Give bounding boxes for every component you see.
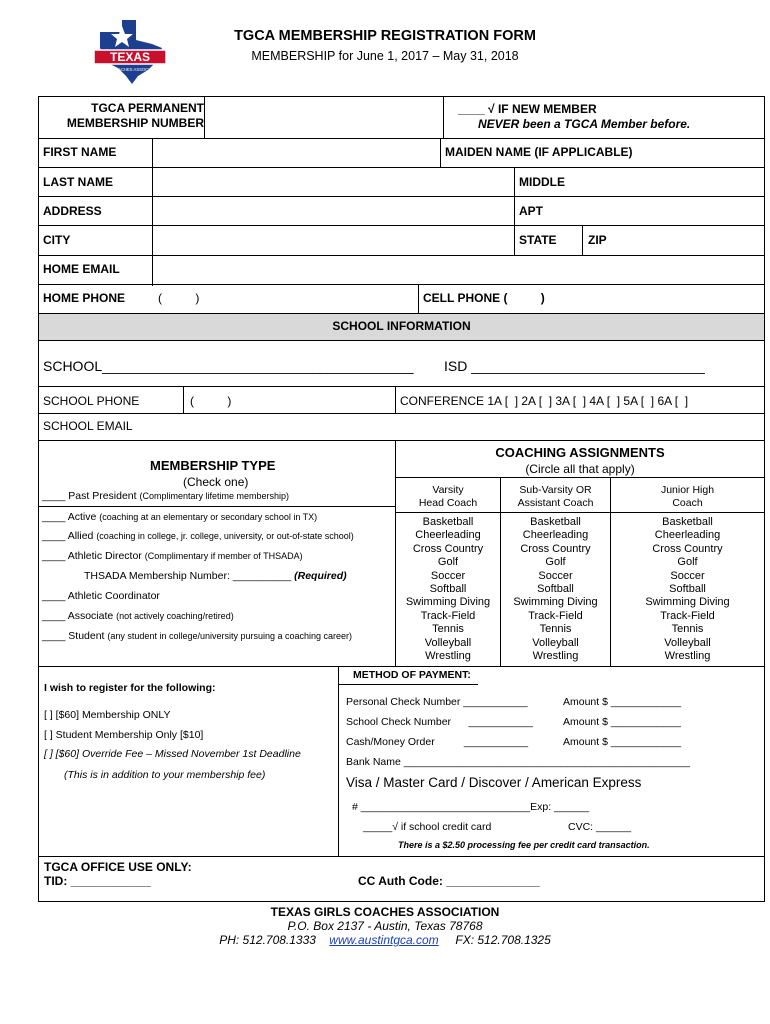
- sport-item[interactable]: Basketball: [662, 516, 713, 528]
- cell-phone-field[interactable]: CELL PHONE ( ): [423, 291, 545, 305]
- subvarsity-sports-list: [501, 516, 610, 663]
- sport-item[interactable]: Swimming Diving: [645, 596, 730, 609]
- home-phone-label: HOME PHONE: [43, 291, 126, 305]
- sport-item[interactable]: Cross Country: [520, 542, 591, 555]
- first-name-label: FIRST NAME: [43, 145, 117, 159]
- payment-title: METHOD OF PAYMENT:: [353, 669, 471, 681]
- sport-item[interactable]: Basketball: [422, 516, 474, 528]
- apt-label: APT: [519, 204, 543, 218]
- isd-field[interactable]: ISD ______________________________: [444, 358, 705, 374]
- school-amount-field[interactable]: Amount $ ____________: [563, 716, 681, 728]
- form-subtitle: MEMBERSHIP for June 1, 2017 – May 31, 2018: [251, 49, 519, 63]
- sport-item[interactable]: Softball: [669, 583, 706, 596]
- footer-address: P.O. Box 2137 - Austin, Texas 78768: [287, 919, 483, 933]
- sport-item[interactable]: Wrestling: [425, 650, 471, 663]
- cash-field[interactable]: Cash/Money Order ___________: [346, 736, 529, 748]
- school-check-field[interactable]: School Check Number ___________: [346, 716, 533, 728]
- tgca-logo: [92, 18, 168, 86]
- athletic-director-option[interactable]: ____ Athletic Director (Complimentary if member of THSADA): [42, 550, 303, 562]
- sport-item[interactable]: Cross Country: [652, 542, 723, 555]
- sport-item[interactable]: Soccer: [670, 569, 705, 582]
- school-info-title: SCHOOL INFORMATION: [332, 319, 471, 333]
- office-use-title: TGCA OFFICE USE ONLY:: [44, 860, 192, 874]
- sport-item[interactable]: Volleyball: [532, 636, 579, 649]
- school-field[interactable]: SCHOOL________________________________________: [43, 358, 414, 374]
- register-membership-only[interactable]: [ ] [$60] Membership ONLY: [44, 709, 171, 721]
- perm-number-label: TGCA PERMANENT MEMBERSHIP NUMBER: [66, 101, 204, 130]
- past-president-option[interactable]: ____ Past President (Complimentary lifetime membership): [42, 490, 290, 502]
- personal-check-field[interactable]: Personal Check Number ___________: [346, 696, 528, 708]
- sport-item[interactable]: Golf: [677, 556, 698, 569]
- personal-amount-field[interactable]: Amount $ ____________: [563, 696, 681, 708]
- cvc-field[interactable]: CVC: ______: [568, 821, 632, 833]
- sport-item[interactable]: Cheerleading: [654, 529, 721, 542]
- athletic-coordinator-option[interactable]: ____ Athletic Coordinator: [42, 590, 160, 602]
- sport-item[interactable]: Cheerleading: [415, 529, 481, 542]
- footer-org: TEXAS GIRLS COACHES ASSOCIATION: [270, 905, 500, 919]
- cc-auth-field[interactable]: CC Auth Code: ______________: [358, 874, 540, 888]
- tid-field[interactable]: TID: ____________: [44, 874, 151, 888]
- school-email-label: SCHOOL EMAIL: [43, 419, 133, 433]
- zip-label: ZIP: [588, 233, 607, 247]
- sport-item[interactable]: Tennis: [539, 623, 572, 636]
- svg-text:GIRLS COACHES ASSOCIATION: GIRLS COACHES ASSOCIATION: [98, 67, 162, 72]
- sport-item[interactable]: Wrestling: [532, 650, 579, 663]
- maiden-name-label: MAIDEN NAME (IF APPLICABLE): [445, 145, 633, 159]
- sport-item[interactable]: Golf: [437, 556, 459, 569]
- sport-item[interactable]: Wrestling: [664, 650, 711, 663]
- form-title: TGCA MEMBERSHIP REGISTRATION FORM: [234, 28, 536, 44]
- svg-text:TEXAS: TEXAS: [109, 50, 151, 64]
- conference-field[interactable]: CONFERENCE 1A [ ] 2A [ ] 3A [ ] 4A [ ] 5A [ ] 6A [ ]: [400, 394, 689, 408]
- sport-item[interactable]: Tennis: [671, 623, 704, 636]
- home-phone-field[interactable]: ( ): [158, 291, 200, 305]
- card-number-field[interactable]: # _____________________________Exp: ______: [352, 801, 590, 813]
- city-label: CITY: [43, 233, 71, 247]
- register-override-note: (This is in addition to your membership fee): [64, 769, 266, 781]
- address-label: ADDRESS: [43, 204, 102, 218]
- new-member-check[interactable]: ____ √ IF NEW MEMBER: [458, 102, 597, 116]
- processing-fee-note: There is a $2.50 processing fee per credit card transaction.: [398, 840, 650, 850]
- sport-item[interactable]: Basketball: [530, 516, 581, 528]
- bank-name-field[interactable]: Bank Name _________________________________________________: [346, 756, 690, 768]
- sport-item[interactable]: Soccer: [430, 569, 466, 582]
- junior-high-sports-list: [611, 516, 764, 663]
- col-subvarsity-head: Sub-Varsity OR Assistant Coach: [517, 484, 594, 509]
- footer-contact: [0, 933, 770, 947]
- sport-item[interactable]: Swimming Diving: [405, 596, 491, 609]
- coaching-title: COACHING ASSIGNMENTS: [495, 445, 665, 460]
- sport-item[interactable]: Track-Field: [420, 609, 476, 622]
- associate-option[interactable]: ____ Associate (not actively coaching/retired): [42, 610, 234, 622]
- card-types: Visa / Master Card / Discover / American Express: [346, 775, 642, 790]
- footer-phone: PH: 512.708.1333: [219, 933, 316, 947]
- sport-item[interactable]: Soccer: [538, 569, 573, 582]
- coaching-circle-note: (Circle all that apply): [525, 462, 635, 476]
- varsity-sports-list: [396, 516, 500, 663]
- school-phone-label: SCHOOL PHONE: [43, 394, 140, 408]
- sport-item[interactable]: Track-Field: [660, 609, 715, 622]
- middle-label: MIDDLE: [519, 175, 565, 189]
- school-credit-check[interactable]: _____√ if school credit card: [363, 821, 492, 833]
- last-name-label: LAST NAME: [43, 175, 113, 189]
- col-junior-high-head: Junior High Coach: [660, 484, 715, 509]
- sport-item[interactable]: Softball: [429, 583, 467, 596]
- footer-website-link[interactable]: www.austintgca.com: [329, 933, 439, 947]
- membership-type-title: MEMBERSHIP TYPE: [150, 458, 276, 473]
- footer-fax: FX: 512.708.1325: [455, 933, 551, 947]
- sport-item[interactable]: Softball: [537, 583, 574, 596]
- sport-item[interactable]: Volleyball: [664, 636, 711, 649]
- sport-item[interactable]: Cheerleading: [522, 529, 589, 542]
- sport-item[interactable]: Volleyball: [424, 636, 472, 649]
- student-option[interactable]: ____ Student (any student in college/university pursuing a coaching career): [42, 630, 353, 642]
- active-option[interactable]: ____ Active (coaching at an elementary or secondary school in TX): [42, 511, 318, 523]
- register-student-only[interactable]: [ ] Student Membership Only [$10]: [44, 729, 204, 741]
- sport-item[interactable]: Swimming Diving: [513, 596, 598, 609]
- sport-item[interactable]: Cross Country: [412, 542, 484, 555]
- sport-item[interactable]: Golf: [545, 556, 566, 569]
- sport-item[interactable]: Track-Field: [528, 609, 583, 622]
- home-email-label: HOME EMAIL: [43, 262, 120, 276]
- thsada-number-field[interactable]: THSADA Membership Number: __________ (Required): [84, 570, 347, 582]
- col-varsity-head: Varsity Head Coach: [418, 484, 478, 509]
- cash-amount-field[interactable]: Amount $ ____________: [563, 736, 681, 748]
- never-member-note: NEVER been a TGCA Member before.: [478, 117, 691, 131]
- sport-item[interactable]: Tennis: [432, 623, 464, 636]
- register-override-fee[interactable]: [ ] [$60] Override Fee – Missed November 1st Deadline: [44, 748, 301, 760]
- register-title: I wish to register for the following:: [44, 682, 216, 694]
- state-label: STATE: [519, 233, 557, 247]
- check-one-note: (Check one): [183, 475, 249, 489]
- school-phone-field[interactable]: ( ): [190, 394, 232, 408]
- allied-option[interactable]: ____ Allied (coaching in college, jr. college, university, or out-of-state school): [42, 530, 354, 542]
